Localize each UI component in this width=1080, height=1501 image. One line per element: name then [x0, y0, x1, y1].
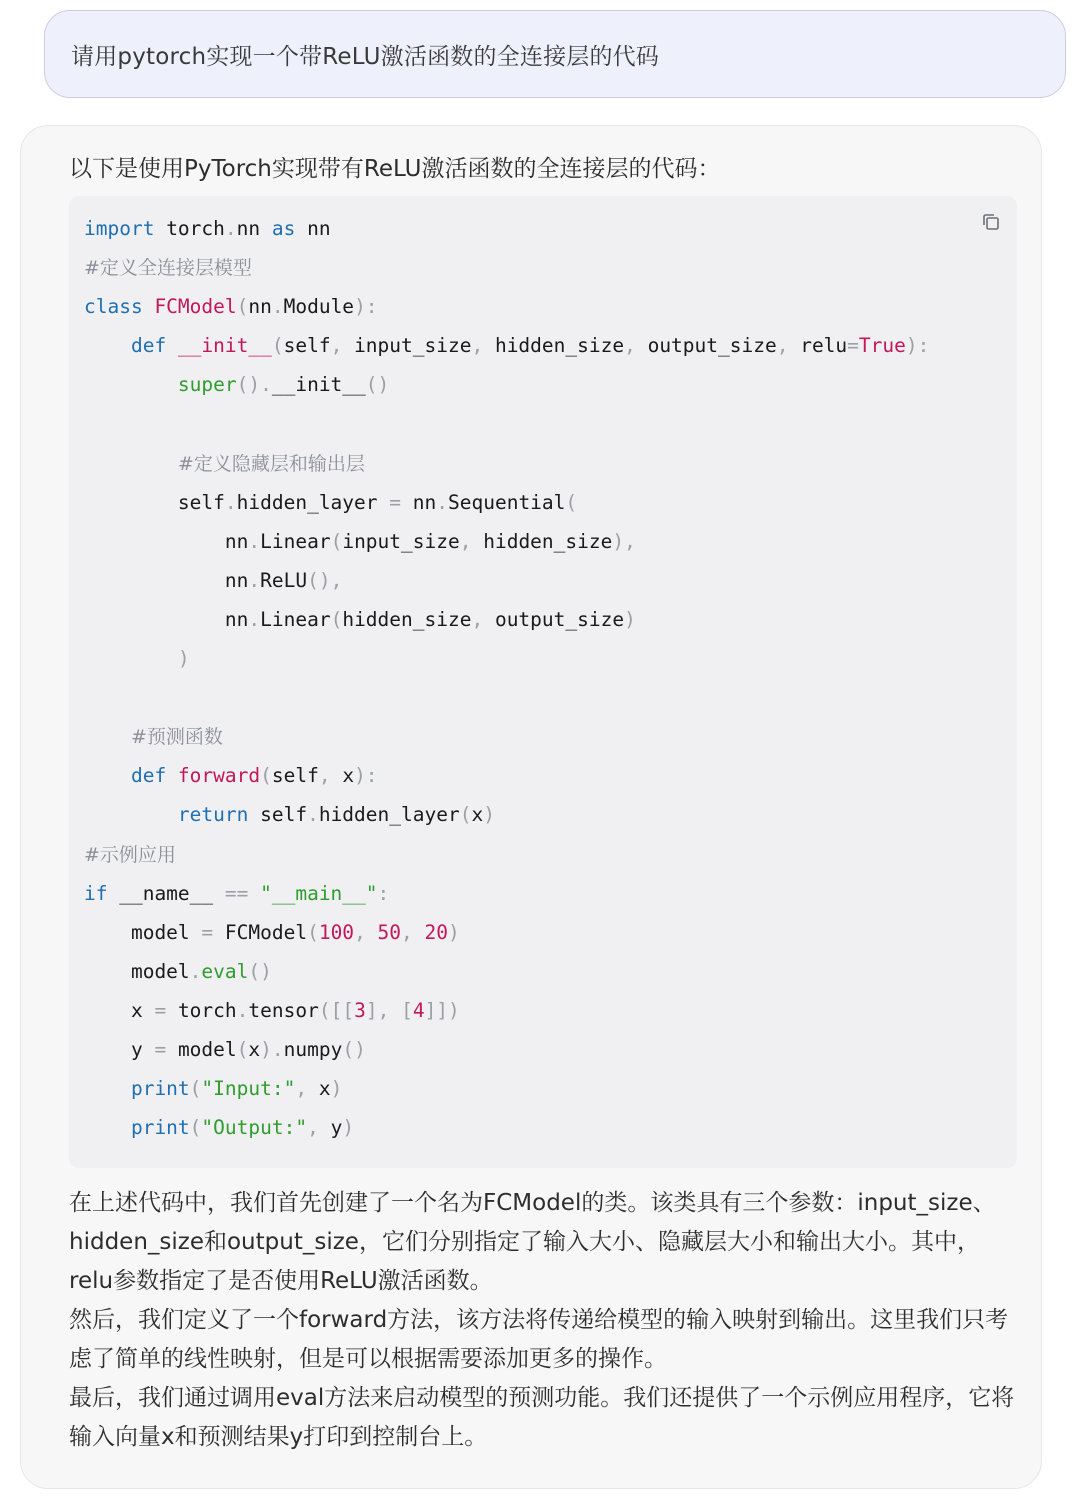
- code-comment: #定义全连接层模型: [84, 257, 252, 280]
- code-block: [69, 196, 1017, 1168]
- code-token: nn: [401, 490, 437, 514]
- code-token: return: [84, 803, 249, 827]
- code-token: (: [189, 1077, 202, 1101]
- code-token: as: [271, 217, 296, 240]
- code-token: print: [84, 1077, 190, 1101]
- code-comment: #示例应用: [84, 843, 176, 866]
- code-token: 20: [424, 920, 448, 944]
- code-line: [84, 214, 1017, 253]
- code-line: [84, 996, 1017, 1035]
- code-token: :: [377, 881, 390, 905]
- code-token: ([[: [318, 998, 355, 1022]
- code-token: input_size: [342, 529, 460, 553]
- code-token: ,: [401, 920, 425, 944]
- code-token: .: [224, 490, 237, 514]
- code-token: __init__: [271, 373, 366, 397]
- code-line: [84, 761, 1017, 800]
- explanation-paragraph: 最后，我们通过调用eval方法来启动模型的预测功能。我们还提供了一个示例应用程序，它将输入向量x和预测结果y打印到控制台上。: [69, 1385, 1015, 1450]
- code-token: 100: [318, 920, 355, 944]
- code-line: [84, 488, 1017, 527]
- code-token: print: [84, 1116, 190, 1140]
- code-token: .: [307, 803, 319, 827]
- code-token: ], [: [365, 998, 413, 1022]
- code-token: (): [248, 959, 272, 983]
- code-token: self: [84, 490, 225, 514]
- code-token: .: [224, 217, 237, 240]
- code-token: ,: [354, 920, 378, 944]
- code-token: ):: [354, 764, 378, 788]
- code-token: hidden_size: [483, 529, 613, 553]
- code-line: [84, 840, 1017, 879]
- code-token: (): [236, 373, 261, 397]
- code-token: nn: [84, 529, 249, 553]
- code-token: 3: [354, 998, 366, 1022]
- code-token: self: [271, 764, 319, 788]
- code-token: __name__: [107, 881, 225, 905]
- code-token: Sequential: [448, 490, 566, 514]
- code-line: [84, 331, 1017, 370]
- code-token: (: [307, 920, 319, 944]
- user-message-text: 请用pytorch实现一个带ReLU激活函数的全连接层的代码: [71, 43, 660, 70]
- copy-icon[interactable]: [979, 210, 1003, 234]
- code-token: Linear: [260, 607, 331, 631]
- code-token: .: [248, 568, 261, 592]
- code-token: nn: [295, 217, 331, 240]
- answer-intro: 以下是使用PyTorch实现带有ReLU激活函数的全连接层的代码：: [69, 156, 721, 182]
- code-token: "Input:": [201, 1077, 296, 1101]
- code-token: super: [84, 373, 237, 397]
- code-token: (: [189, 1116, 202, 1140]
- code-token: hidden_size: [342, 607, 472, 631]
- code-line: [84, 1113, 1017, 1152]
- code-token: if: [84, 881, 108, 905]
- code-token: nn: [236, 217, 272, 240]
- code-token: ,: [471, 607, 495, 631]
- code-token: __init__: [166, 334, 272, 358]
- code-token: ,: [307, 1116, 331, 1140]
- code-token: model: [166, 1037, 237, 1061]
- code-token: ,: [459, 529, 484, 553]
- code-token: Linear: [260, 529, 331, 553]
- code-comment: #预测函数: [130, 726, 223, 749]
- code-token: 4: [412, 998, 425, 1022]
- code-line: [84, 800, 1017, 839]
- code-line: [84, 370, 1017, 409]
- code-line: [84, 879, 1017, 918]
- code-token: def: [84, 764, 167, 788]
- code-token: (): [365, 373, 390, 397]
- code-token: relu: [800, 334, 848, 358]
- code-token: (: [236, 295, 249, 319]
- code-token: forward: [166, 764, 261, 788]
- code-token: ,: [330, 334, 355, 358]
- code-token: torch: [166, 998, 237, 1022]
- code-token: ): [448, 920, 460, 944]
- code-token: =: [389, 490, 402, 514]
- code-token: ): [84, 647, 190, 671]
- code-token: .: [248, 607, 261, 631]
- code-token: =: [154, 998, 167, 1022]
- code-token: class: [84, 295, 143, 319]
- code-comment: #定义隐藏层和输出层: [177, 452, 365, 475]
- code-token: nn: [248, 295, 272, 319]
- code-token: (: [459, 803, 472, 827]
- code-token: torch: [154, 217, 225, 240]
- code-token: "Output:": [201, 1116, 308, 1140]
- code-token: input_size: [354, 334, 472, 358]
- code-token: ,: [295, 1077, 319, 1101]
- code-token: (: [236, 1037, 249, 1061]
- code-token: nn: [84, 568, 249, 592]
- code-token: "__main__": [248, 881, 378, 905]
- code-line-blank: [84, 683, 1017, 722]
- code-token: self: [248, 803, 308, 827]
- code-line: [84, 566, 1017, 605]
- code-line: [84, 644, 1017, 683]
- code-token: =: [154, 1037, 167, 1061]
- code-token: .: [260, 373, 272, 397]
- code-token: self: [283, 334, 331, 358]
- code-token: output_size: [647, 334, 777, 358]
- code-token: def: [84, 334, 167, 358]
- code-line: [84, 918, 1017, 957]
- code-token: ==: [224, 881, 249, 905]
- code-token: =: [847, 334, 859, 358]
- code-line: [84, 957, 1017, 996]
- code-token: eval: [201, 959, 249, 983]
- code-token: ,: [624, 334, 648, 358]
- code-token: hidden_layer: [236, 490, 390, 514]
- code-token: y: [84, 1037, 155, 1061]
- code-token: model: [84, 959, 190, 983]
- code-line: [84, 253, 1017, 292]
- code-token: hidden_layer: [318, 803, 460, 827]
- code-token: True: [858, 334, 906, 358]
- code-token: =: [201, 920, 214, 944]
- code-token: .: [436, 490, 448, 514]
- code-token: FCModel: [142, 295, 237, 319]
- code-line-blank: [84, 409, 1017, 448]
- code-token: x: [248, 1037, 261, 1061]
- code-token: x: [471, 803, 484, 827]
- code-token: .: [271, 295, 284, 319]
- code-token: .: [236, 998, 249, 1022]
- code-token: ,: [776, 334, 801, 358]
- code-token: tensor: [248, 998, 319, 1022]
- code-token: ),: [612, 529, 636, 553]
- code-token: ): [342, 1116, 355, 1140]
- code-token: ):: [354, 295, 378, 319]
- code-token: ):: [905, 334, 930, 358]
- code-line: [84, 449, 1017, 488]
- code-line: [84, 1035, 1017, 1074]
- explanation-paragraph: 在上述代码中，我们首先创建了一个名为FCModel的类。该类具有三个参数：input_size、hidden_size和output_size，它们分别指定了输入大小、隐藏层大小和输出大小。其中，relu参数指定了是否使用ReLU激活函数。: [69, 1190, 996, 1294]
- code-token: (: [330, 529, 343, 553]
- code-token: .: [189, 959, 202, 983]
- code-line: [84, 605, 1017, 644]
- code-token: ,: [318, 764, 343, 788]
- code-line: [84, 1074, 1017, 1113]
- code-token: y: [330, 1116, 343, 1140]
- code-line: [84, 292, 1017, 331]
- code-token: ReLU: [260, 568, 308, 592]
- code-token: nn: [84, 607, 249, 631]
- code-token: x: [84, 998, 155, 1022]
- code-token: hidden_size: [494, 334, 625, 358]
- code-token: FCModel: [213, 920, 308, 944]
- assistant-answer-card: [20, 125, 1042, 1489]
- code-token: ,: [471, 334, 495, 358]
- code-token: ): [624, 607, 636, 631]
- code-token: (),: [307, 568, 343, 592]
- explanation-paragraph: 然后，我们定义了一个forward方法，该方法将传递给模型的输入映射到输出。这里我们只考虑了简单的线性映射，但是可以根据需要添加更多的操作。: [69, 1307, 1009, 1372]
- code-token: ): [483, 803, 495, 827]
- code-token: Module: [283, 295, 355, 319]
- code-token: (: [271, 334, 284, 358]
- code-token: (: [565, 490, 578, 514]
- code-line: [84, 722, 1017, 761]
- code-token: ).: [260, 1037, 284, 1061]
- code-line: [84, 527, 1017, 566]
- code-token: (: [330, 607, 343, 631]
- user-message-bubble: [44, 10, 1066, 98]
- code-token: (: [260, 764, 272, 788]
- answer-explanation: [69, 1184, 1019, 1457]
- code-token: ]]): [424, 998, 460, 1022]
- code-token: ): [330, 1077, 343, 1101]
- code-token: 50: [377, 920, 402, 944]
- code-token: (): [342, 1037, 366, 1061]
- code-token: numpy: [283, 1037, 343, 1061]
- code-token: x: [342, 764, 355, 788]
- code-token: output_size: [494, 607, 625, 631]
- code-token: .: [248, 529, 261, 553]
- code-token: x: [318, 1077, 331, 1101]
- code-token: model: [84, 920, 202, 944]
- code-token: import: [84, 217, 155, 240]
